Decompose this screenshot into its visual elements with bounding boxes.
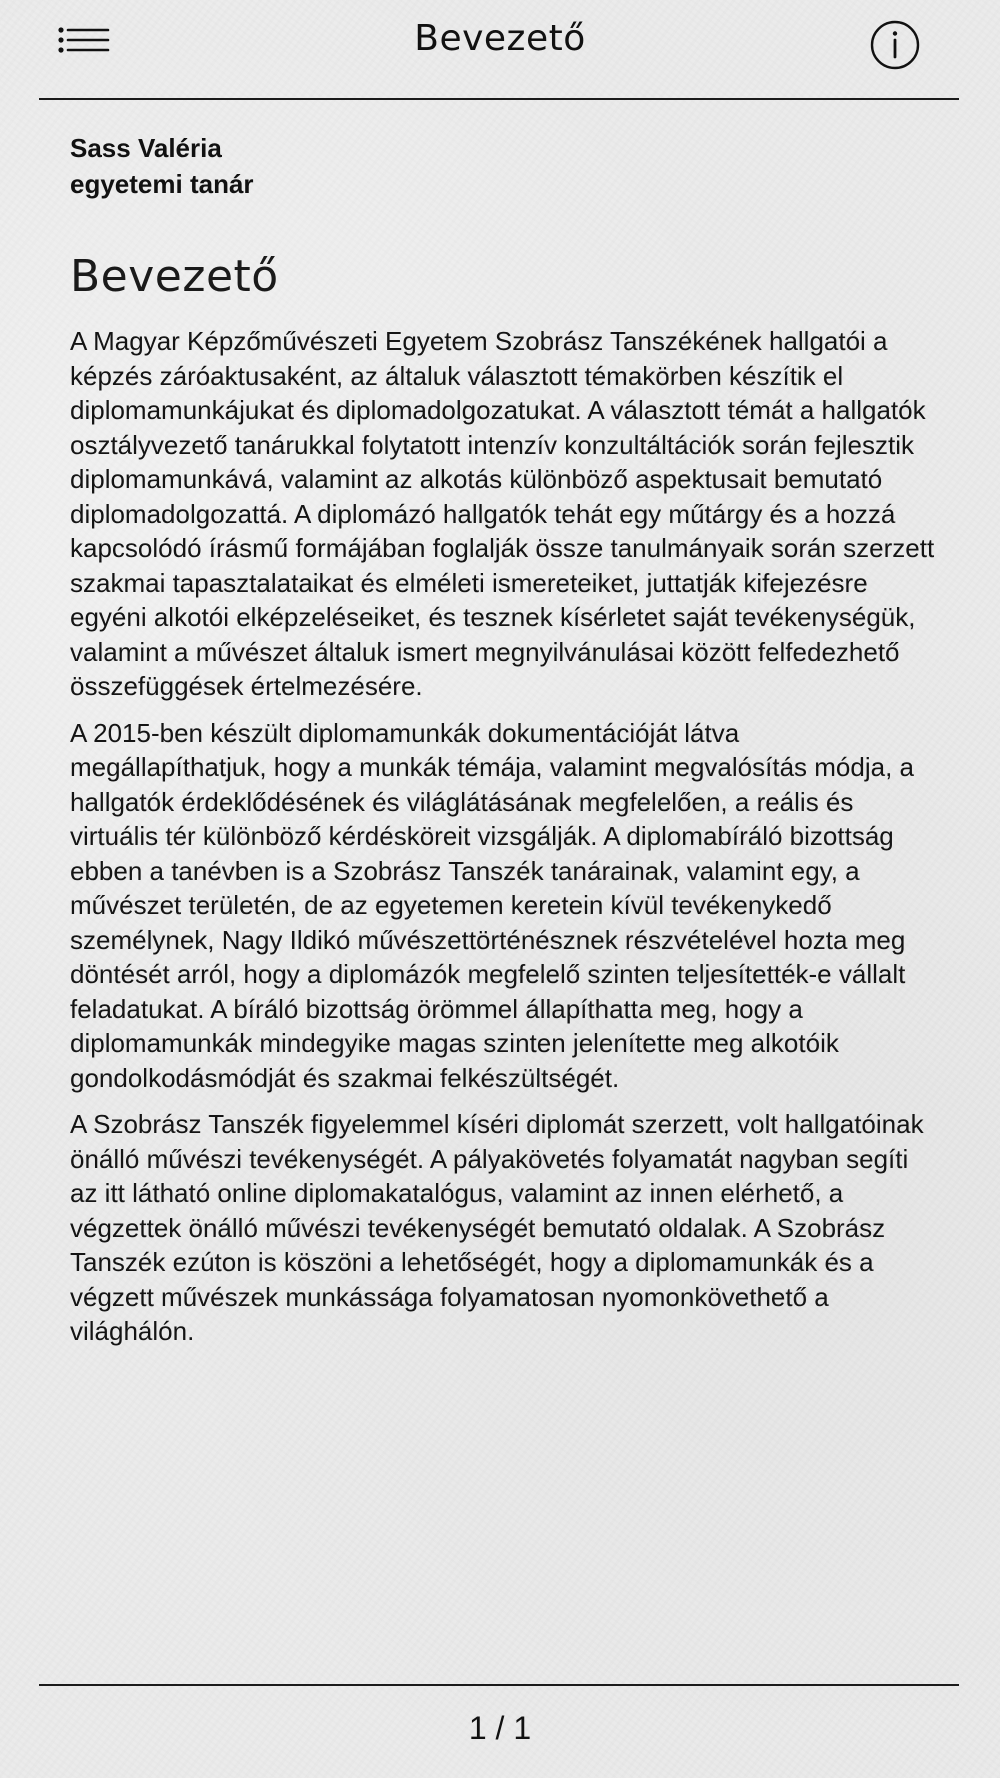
article-paragraph: A Magyar Képzőművészeti Egyetem Szobrász Tanszékének hallgatói a képzés záróaktusaként, az általuk választott témakörben készítik el diplomamunkájukat és diplomadolgozatukat. A választott témát a hallgatók osztályvezető tanárukkal folytatott intenzív konzultáltációk során fejlesztik diplomamunkává, valamint az alkotás különböző aspektusait bemutató diplomadolgozattá. A diplomázó hallgatók tehát egy műtárgy és a hozzá kapcsolódó írásmű formájában foglalják össze tanulmányaik során szerzett szakmai tapasztalataikat és elméleti ismereteiket, juttatják kifejezésre egyéni alkotói elképzeléseiket, és tesznek kísérletet saját tevékenységük, valamint a művészet általuk ismert megnyilvánulásai között felfedezhető összefüggések értelmezésére.	[70, 326, 935, 701]
top-bar	[0, 0, 1000, 100]
author-role: egyetemi tanár	[70, 169, 254, 199]
page-indicator: 1 / 1	[468, 1710, 532, 1746]
header-divider	[39, 98, 959, 100]
author-name: Sass Valéria	[70, 133, 222, 163]
page-title: Bevezető	[414, 18, 586, 59]
article	[70, 130, 940, 1349]
article-paragraph: A Szobrász Tanszék figyelemmel kíséri diplomát szerzett, volt hallgatóinak önálló művészi tevékenységét. A pályakövetés folyamatát nagyban segíti az itt látható online diplomakatalógus, valamint az innen elérhető, a végzettek önálló művészi tevékenységét bemutató oldalak. A Szobrász Tanszék ezúton is köszöni a lehetőségét, hogy a diplomamunkák és a végzett művészek munkássága folyamatosan nyomonkövethető a világhálón.	[70, 1109, 924, 1346]
info-icon[interactable]	[870, 20, 920, 70]
footer-divider	[39, 1684, 959, 1686]
article-heading: Bevezető	[70, 251, 279, 302]
article-paragraph: A 2015-ben készült diplomamunkák dokumentációját látva megállapíthatjuk, hogy a munkák témája, valamint megvalósítás módja, a hallgatók érdeklődésének és világlátásának megfelelően, a reális és virtuális tér különböző kérdésköreit vizsgálják. A diplomabíráló bizottság ebben a tanévben is a Szobrász Tanszék tanárainak, valamint egy, a művészet területén, de az egyetemen keretein kívül tevékenykedő személynek, Nagy Ildikó művészettörténésznek részvételével hozta meg döntését arról, hogy a diplomázók megfelelő szinten teljesítették-e vállalt feladatukat. A bíráló bizottság örömmel állapíthatta meg, hogy a diplomamunkák mindegyike magas szinten jelenítette meg alkotóik gondolkodásmódját és szakmai felkészültségét.	[70, 717, 914, 1093]
